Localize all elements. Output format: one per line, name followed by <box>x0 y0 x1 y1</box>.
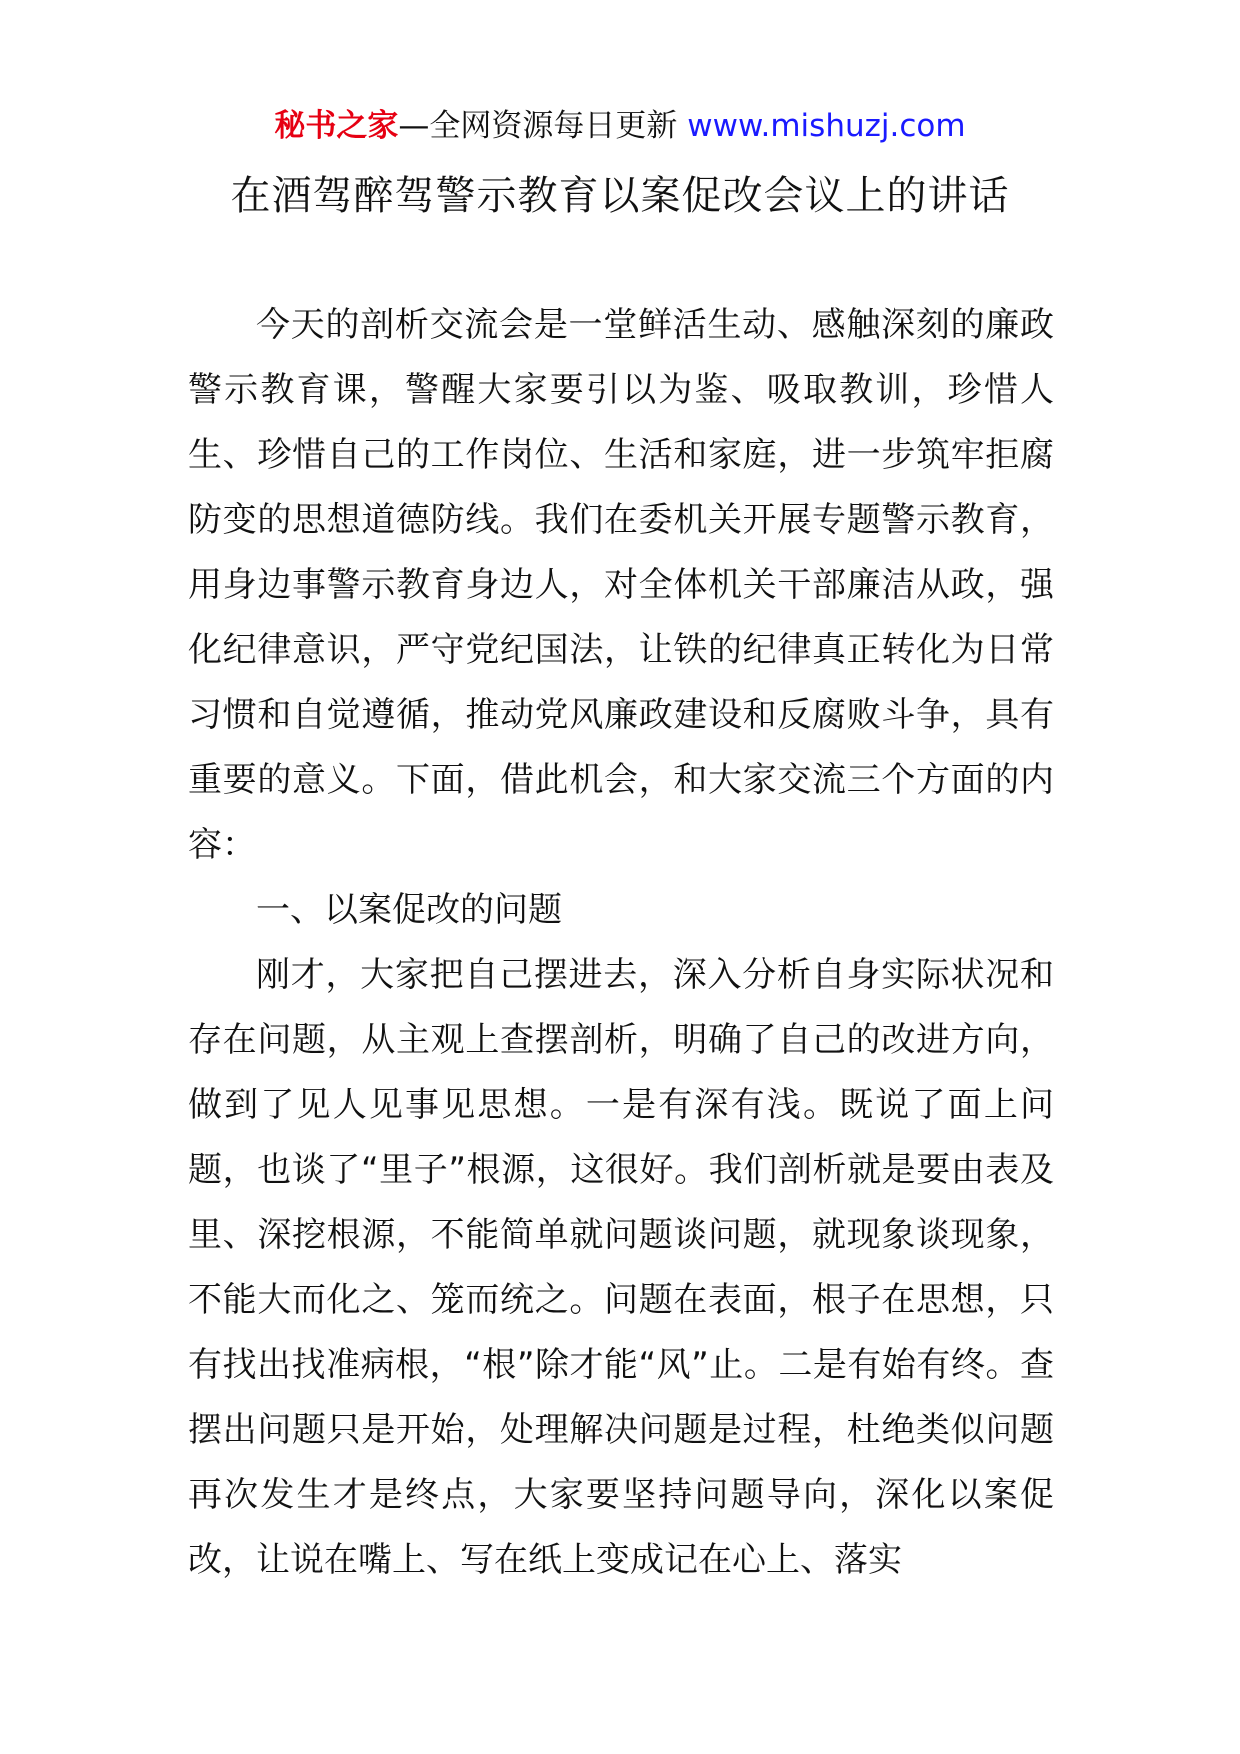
paragraph-intro: 今天的剖析交流会是一堂鲜活生动、感触深刻的廉政警示教育课，警醒大家要引以为鉴、吸取教训，珍惜人生、珍惜自己的工作岗位、生活和家庭，进一步筑牢拒腐防变的思想道德防线。我们在委机关开展专题警示教育，用身边事警示教育身边人，对全体机关干部廉洁从政，强化纪律意识，严守党纪国法，让铁的纪律真正转化为日常习惯和自觉遵循，推动党风廉政建设和反腐败斗争，具有重要的意义。下面，借此机会，和大家交流三个方面的内容： <box>188 305 1054 865</box>
site-tagline: —全网资源每日更新 <box>398 108 688 144</box>
brand-name: 秘书之家 <box>274 108 399 144</box>
paragraph-analysis: 刚才，大家把自己摆进去，深入分析自身实际状况和存在问题，从主观上查摆剖析，明确了自己的改进方向，做到了见人见事见思想。一是有深有浅。既说了面上问题，也谈了“里子”根源，这很好。我们剖析就是要由表及里、深挖根源，不能简单就问题谈问题，就现象谈现象，不能大而化之、笼而统之。问题在表面，根子在思想，只有找出找准病根，“根”除才能“风”止。二是有始有终。查摆出问题只是开始，处理解决问题是过程，杜绝类似问题再次发生才是终点，大家要坚持问题导向，深化以案促改，让说在嘴上、写在纸上变成记在心上、落实 <box>188 955 1054 1580</box>
site-url-link[interactable]: www.mishuzj.com <box>687 108 966 144</box>
document-title: 在酒驾醉驾警示教育以案促改会议上的讲话 <box>230 173 1010 219</box>
section-heading: 一、以案促改的问题 <box>256 890 562 930</box>
document-body <box>188 293 1054 1593</box>
site-header <box>0 104 1240 148</box>
